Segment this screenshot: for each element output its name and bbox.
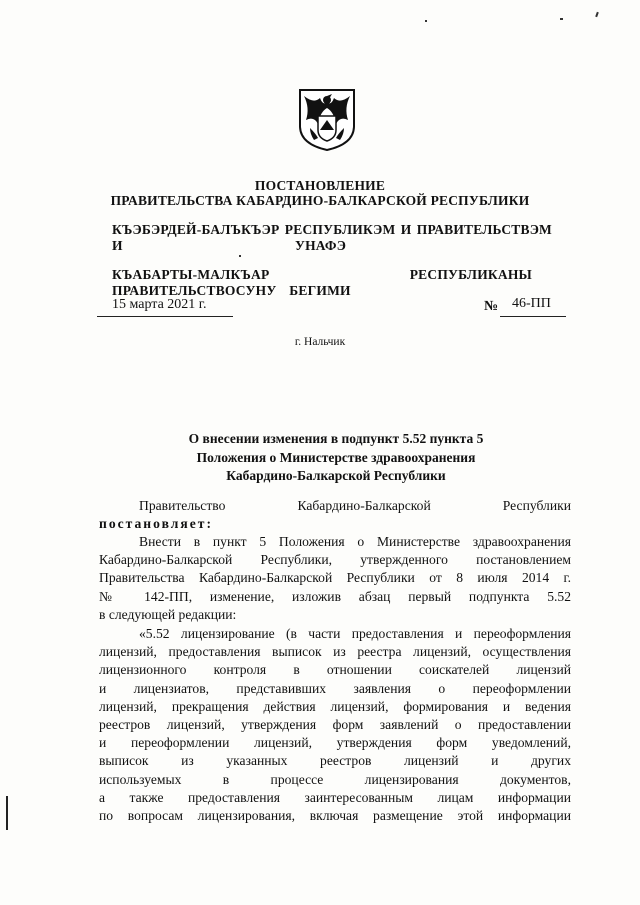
document-date: 15 марта 2021 г.: [112, 297, 207, 312]
scan-speck: [595, 12, 599, 17]
paragraph-amendment: [99, 533, 571, 624]
body-line: реестров лицензий, утверждения форм заявлений о предоставлении: [99, 717, 571, 733]
body-line: а также предоставления заинтересованным лицам информации: [99, 789, 571, 805]
date-underline: [97, 316, 233, 317]
paragraph-preamble: [99, 497, 571, 533]
body-line: используемых в процессе лицензирования документов,: [99, 771, 571, 787]
issuer-heading-russian: ПРАВИТЕЛЬСТВА КАБАРДИНО-БАЛКАРСКОЙ РЕСПУБЛИКИ: [110, 193, 530, 208]
body-line: Внести в пункт 5 Положения о Министерстве здравоохранения: [139, 534, 571, 549]
issuer-heading-balkar-line2: БЕГИМИ: [289, 283, 351, 298]
resolution-title-line2: Положения о Министерстве здравоохранения: [196, 450, 476, 465]
paragraph-new-wording: [99, 625, 571, 825]
body-line: лицензий, прекращения действия лицензий, формирования и ведения: [99, 698, 571, 714]
body-line: и лицензиатов, представивших заявления о переоформлении: [99, 680, 571, 696]
body-line: № 142-ПП, изменение, изложив абзац первый подпункта 5.52: [99, 588, 571, 604]
body-line: «5.52 лицензирование (в части предоставления и переоформления: [139, 626, 571, 641]
scan-speck: [425, 20, 427, 22]
document-number: 46-ПП: [512, 296, 551, 311]
number-underline: [500, 316, 566, 317]
resolution-title-line1: О внесении изменения в подпункт 5.52 пункта 5: [188, 431, 484, 446]
number-sign: №: [484, 299, 499, 314]
body-line: в следующей редакции:: [99, 606, 237, 622]
body-line: Кабардино-Балкарской Республики, утвержденного постановлением: [99, 552, 571, 568]
resolution-title-line3: Кабардино-Балкарской Республики: [226, 468, 446, 483]
scan-margin-line: [6, 796, 8, 830]
document-type-heading: ПОСТАНОВЛЕНИЕ: [254, 178, 386, 193]
issuer-heading-balkar-line1: КЪАБАРТЫ-МАЛКЪАР РЕСПУБЛИКАНЫ ПРАВИТЕЛЬСТВОСУНУ: [112, 267, 532, 298]
body-line: выписок из указанных реестров лицензий и других: [99, 753, 571, 769]
body-line: лицензий, предоставления выписок из реестра лицензий, осуществления: [99, 644, 571, 660]
city-label: г. Нальчик: [294, 336, 346, 348]
body-line: по вопросам лицензирования, включая размещение этой информации: [99, 808, 571, 824]
scan-speck: [239, 255, 241, 257]
preamble-line: Правительство Кабардино-Балкарской Республики: [139, 498, 571, 513]
issuer-heading-kabardian-line1: КЪЭБЭРДЕЙ-БАЛЪКЪЭР РЕСПУБЛИКЭМ И ПРАВИТЕЛЬСТВЭМ И: [112, 222, 552, 253]
body-line: Правительства Кабардино-Балкарской Республики от 8 июля 2014 г.: [99, 570, 571, 586]
issuer-heading-kabardian-line2: УНАФЭ: [295, 238, 347, 253]
body-line: лицензионного контроля в отношении соискателей лицензий: [99, 662, 571, 678]
body-line: и переоформлении лицензий, утверждения форм уведомлений,: [99, 735, 571, 751]
scan-speck: [560, 18, 563, 20]
coat-of-arms-emblem: [296, 86, 358, 152]
preamble-verb: постановляет:: [99, 516, 213, 532]
